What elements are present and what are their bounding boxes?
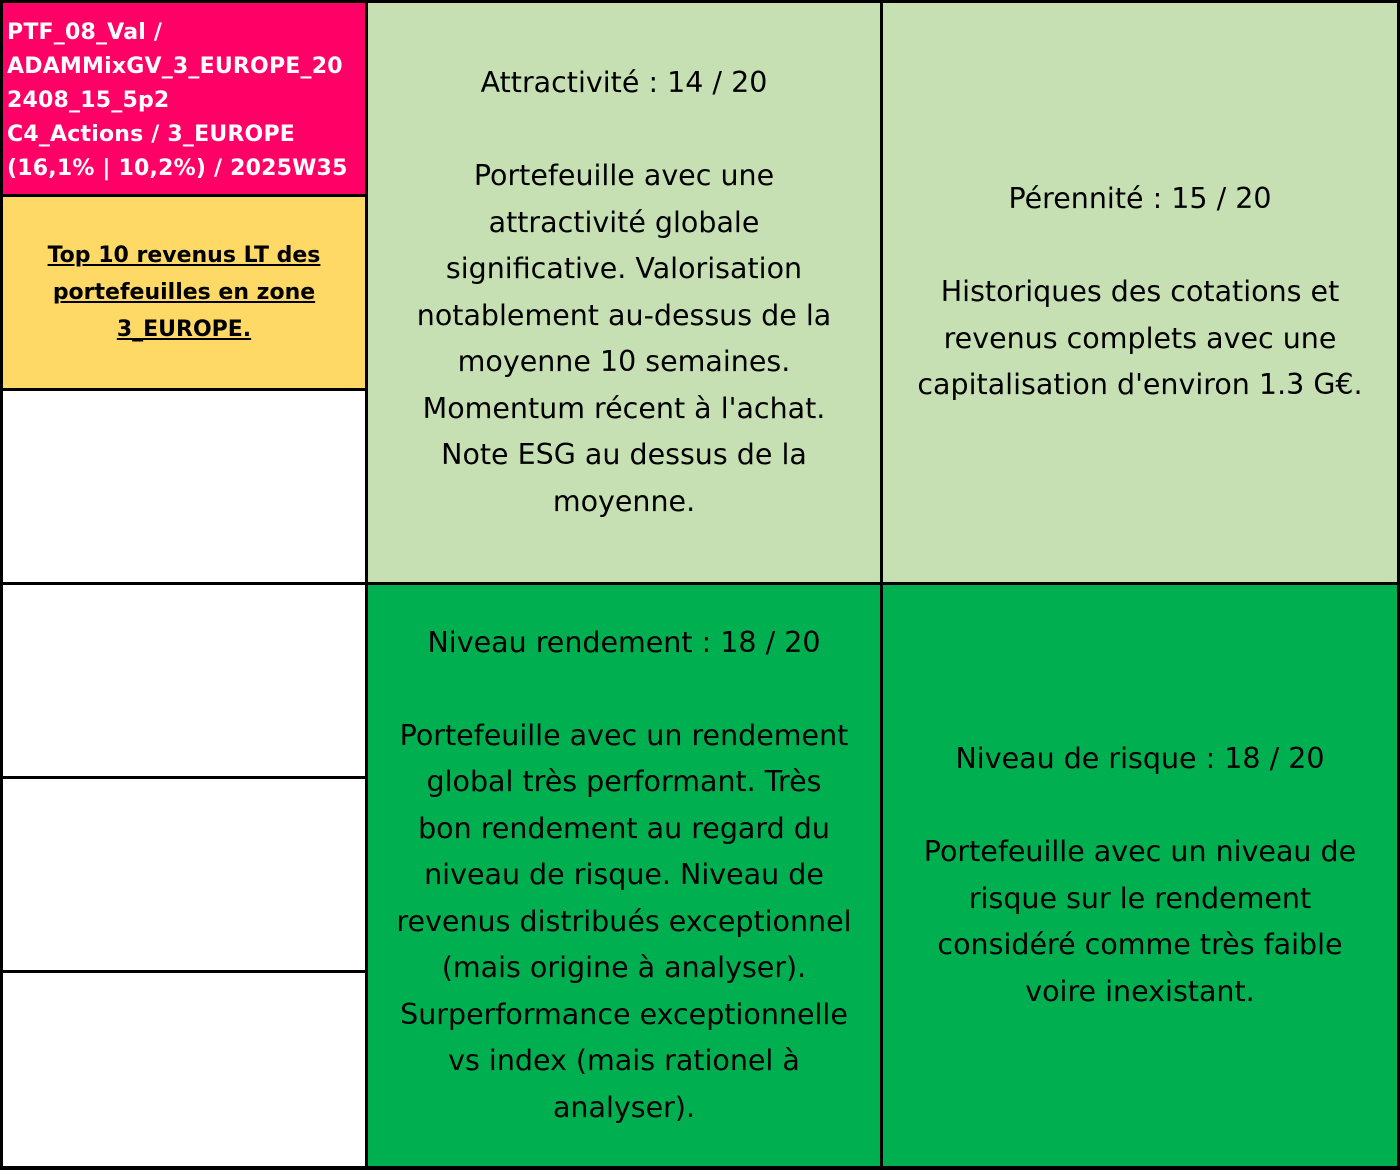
perennite-panel	[883, 3, 1397, 582]
perennite-description: Historiques des cotations et revenus complets avec une capitalisation d'environ 1.3 G€.	[917, 275, 1363, 402]
risque-panel	[883, 585, 1397, 1166]
risque-description: Portefeuille avec un niveau de risque sur le rendement considéré comme très faible voire inexistant.	[923, 835, 1357, 1008]
empty-cell	[3, 973, 365, 1166]
perennite-title: Pérennité : 15 / 20	[1008, 182, 1272, 216]
empty-cell	[3, 391, 365, 582]
attractivite-title: Attractivité : 14 / 20	[480, 66, 768, 99]
subtitle-link[interactable]: Top 10 revenus LT des portefeuilles en zone 3_EUROPE.	[47, 243, 321, 342]
attractivite-panel	[368, 3, 880, 582]
rendement-description: Portefeuille avec un rendement global très performant. Très bon rendement au regard du niveau de risque. Niveau de revenus distribués exceptionnel (mais origine à analyser). Surperformance exceptionnelle vs index (mais rationel à analyser).	[396, 718, 852, 1124]
empty-cell	[3, 585, 365, 776]
subtitle-cell	[3, 197, 365, 388]
rendement-title: Niveau rendement : 18 / 20	[427, 625, 821, 659]
empty-cell	[3, 779, 365, 970]
rendement-panel	[368, 585, 880, 1166]
risque-title: Niveau de risque : 18 / 20	[955, 742, 1325, 775]
portfolio-id-cell: PTF_08_Val / ADAMMixGV_3_EUROPE_20 2408_15_5p2 C4_Actions / 3_EUROPE (16,1% | 10,2%) / 2025W35	[3, 3, 365, 194]
attractivite-description: Portefeuille avec une attractivité globale significative. Valorisation notablement au-dessus de la moyenne 10 semaines. Momentum récent à l'achat. Note ESG au dessus de la moyenne.	[416, 159, 832, 518]
